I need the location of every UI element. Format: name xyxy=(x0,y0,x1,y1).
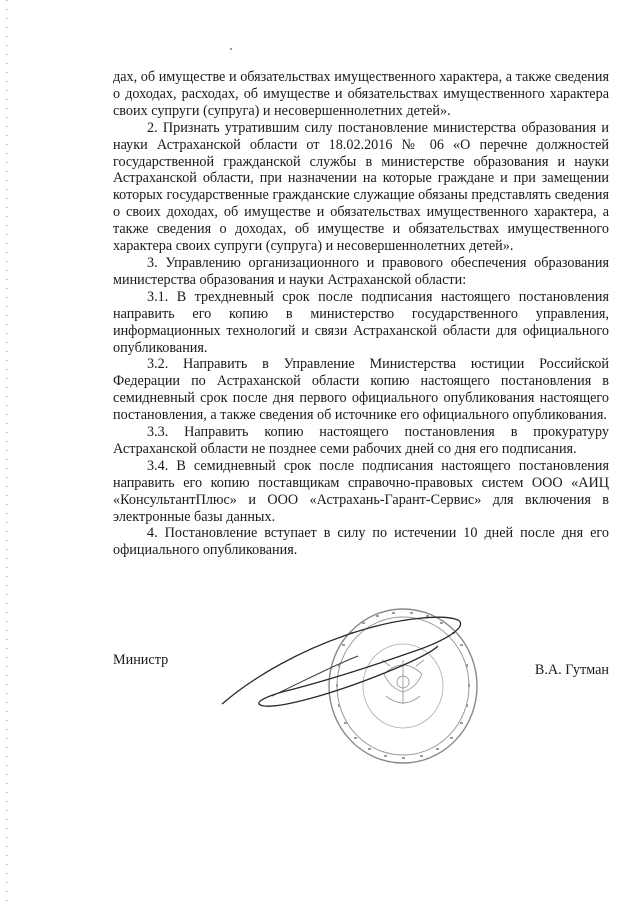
paragraph-3-3: 3.3. Направить копию настоящего постановления в прокуратуру Астраханской области не позднее семи рабочих дней со дня его подписания. xyxy=(113,424,609,457)
paragraph-3-1: 3.1. В трехдневный срок после подписания настоящего постановления направить его копию в министерство государственного управления, информационных технологий и связи Астраханской области для официального опубликования. xyxy=(113,288,609,356)
paragraph-continuation: дах, об имуществе и обязательствах имущественного характера, а также сведения о доходах, расходах, об имуществе и обязательствах имущественного характера своих супруги (супруга) и несовершеннолетних детей». xyxy=(113,69,609,119)
paragraph-3: 3. Управлению организационного и правового обеспечения образования министерства образования и науки Астраханской области: xyxy=(113,254,609,288)
paragraph-4: 4. Постановление вступает в силу по истечении 10 дней после дня его официального опубликования. xyxy=(113,525,609,559)
document-body xyxy=(113,69,609,559)
paragraph-2: 2. Признать утратившим силу постановление министерства образования и науки Астраханской области от 18.02.2016 № 06 «О перечне должностей государственной гражданской службы в министерстве образования и науки Астраханской области, при назначении на которые граждане и при замещении которых государственные гражданские служащие обязаны представлять сведения о своих доходах, об имуществе и обязательствах имущественного характера, а также сведения о доходах, об имуществе и обязательствах имущественного характера своих супруги (супруга) и несовершеннолетних детей». xyxy=(113,119,609,255)
paragraph-3-2: 3.2. Направить в Управление Министерства юстиции Российской Федерации по Астраханской области копию настоящего постановления в семидневный срок после дня первого официального опубликования настоящего постановления, а также сведения об источнике его официального опубликования. xyxy=(113,356,609,424)
scan-margin-dots xyxy=(6,0,8,905)
signatory-title: Министр xyxy=(113,652,169,668)
signatory-name: В.А. Гутман xyxy=(534,662,609,678)
scan-speck xyxy=(230,48,232,50)
handwritten-signature xyxy=(212,608,472,718)
paragraph-3-4: 3.4. В семидневный срок после подписания настоящего постановления направить его копию поставщикам справочно-правовых систем ООО «АИЦ «КонсультантПлюс» и ООО «Астрахань-Гарант-Сервис» для включения в электронные базы данных. xyxy=(113,457,609,525)
